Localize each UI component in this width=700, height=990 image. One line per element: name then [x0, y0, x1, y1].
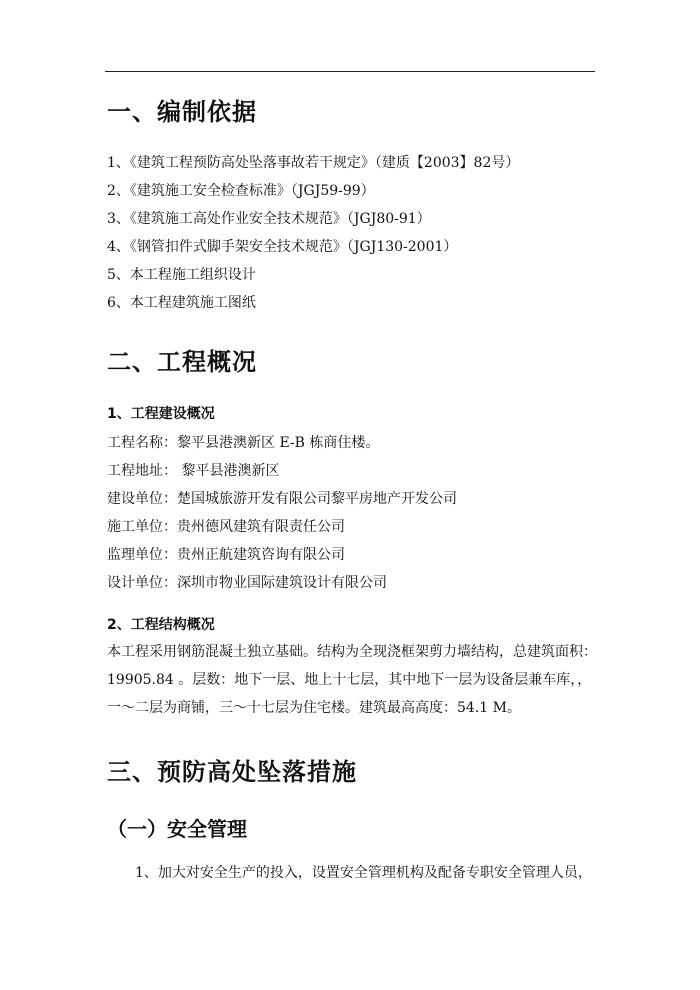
subsection-title-safety: （一）安全管理 [107, 817, 247, 841]
basis-item-2: 2、《建筑施工安全检查标准》（JGJ59-99） [107, 183, 375, 199]
basis-item-3: 3、《建筑施工高处作业安全技术规范》（JGJ80-91） [107, 211, 431, 227]
structure-paragraph: 本工程采用钢筋混凝土独立基础。结构为全现浇框架剪力墙结构，总建筑面积：19905.84 。层数：地下一层、地上十七层，其中地下一层为设备层兼车库，，一～二层为商铺，三～十七层为住宅楼。建筑最高高度：54.1 M。 [107, 644, 597, 716]
section-title-overview: 二、工程概况 [107, 348, 257, 376]
subsection-title-construction: 1、工程建设概况 [107, 406, 215, 422]
basis-item-4: 4、《钢管扣件式脚手架安全技术规范》（JGJ130-2001） [107, 239, 458, 255]
header-rule [105, 71, 595, 72]
section-title-measures: 三、预防高处坠落措施 [107, 758, 357, 786]
supervisor-line: 监理单位：贵州正航建筑咨询有限公司 [107, 547, 345, 563]
safety-item-1: 1、加大对安全生产的投入，设置安全管理机构及配备专职安全管理人员， [135, 865, 592, 881]
basis-item-6: 6、本工程建筑施工图纸 [107, 295, 256, 311]
basis-item-1: 1、《建筑工程预防高处坠落事故若干规定》（建质【2003】82号） [107, 155, 520, 171]
project-name-line: 工程名称：黎平县港澳新区 E-B 栋商住楼。 [107, 435, 380, 451]
section-title-basis: 一、编制依据 [107, 98, 257, 126]
project-address-line: 工程地址： 黎平县港澳新区 [107, 463, 280, 479]
contractor-line: 施工单位：贵州德风建筑有限责任公司 [107, 519, 345, 535]
basis-item-5: 5、本工程施工组织设计 [107, 267, 256, 283]
owner-line: 建设单位：楚国城旅游开发有限公司黎平房地产开发公司 [107, 491, 457, 507]
designer-line: 设计单位：深圳市物业国际建筑设计有限公司 [107, 575, 387, 591]
subsection-title-structure: 2、工程结构概况 [107, 617, 215, 633]
